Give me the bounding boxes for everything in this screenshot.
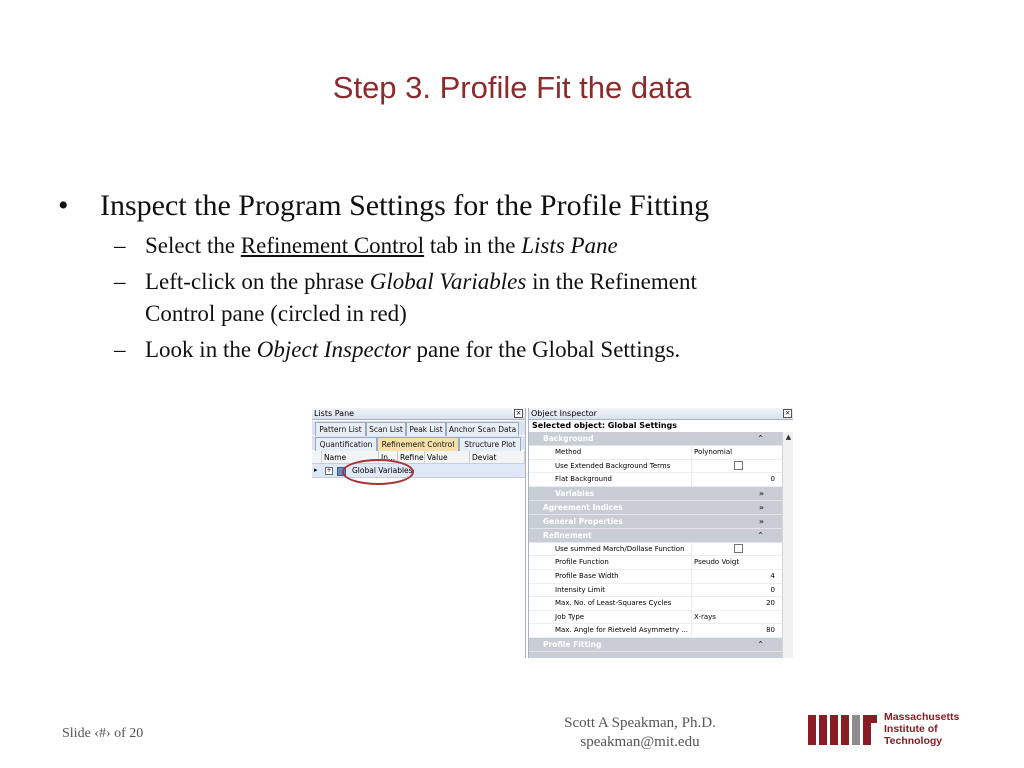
category-label: Agreement Indices — [543, 502, 623, 512]
selected-object-label: Selected object: Global Settings — [529, 420, 793, 433]
prop-value[interactable]: X-rays — [691, 611, 780, 624]
category-profile-fitting[interactable] — [529, 638, 782, 652]
slide-number: Slide ‹#› of 20 — [62, 726, 144, 741]
close-icon[interactable]: × — [784, 409, 791, 417]
tab-row-2 — [312, 436, 525, 450]
lists-pane-header — [312, 408, 525, 420]
sub1-link: Refinement Control — [240, 233, 425, 258]
sub2-ital: Global Variables — [369, 269, 527, 294]
category-label: Refinement — [543, 530, 592, 540]
sub2-pre: Left-click on the phrase — [145, 269, 370, 294]
logo-line: Institute of — [884, 723, 938, 735]
highlight-circle — [342, 459, 414, 485]
sub3-pre: Look in the — [145, 337, 257, 362]
slide-title: Step 3. Profile Fit the data — [332, 70, 692, 105]
author-block — [520, 714, 760, 752]
col-header-deviation[interactable]: Deviat — [470, 451, 525, 464]
object-inspector-title: Object Inspector — [531, 409, 597, 418]
bullet-dot: • — [58, 189, 69, 222]
prop-row[interactable] — [529, 584, 782, 598]
bullet-dash: – — [114, 269, 126, 294]
scroll-up-icon[interactable]: ▲ — [785, 433, 792, 441]
prop-value[interactable]: Pseudo Voigt — [691, 556, 780, 569]
prop-value[interactable]: 0 — [691, 584, 777, 597]
sub2-post: in the Refinement — [526, 269, 697, 294]
prop-key: Job Type — [555, 612, 585, 621]
mit-logo — [808, 710, 978, 750]
embedded-screenshot — [312, 408, 793, 658]
prop-row[interactable] — [529, 473, 782, 487]
subcategory-label: Variables — [555, 488, 595, 498]
prop-row[interactable] — [529, 597, 782, 611]
category-general-properties[interactable] — [529, 515, 782, 529]
prop-value[interactable]: 0 — [691, 473, 777, 486]
sub1-ital: Lists Pane — [521, 233, 618, 258]
sub3-ital: Object Inspector — [256, 337, 411, 362]
category-label: Background — [543, 434, 594, 443]
grid-corner — [312, 451, 322, 464]
tab-peak-list[interactable]: Peak List — [406, 422, 446, 436]
prop-key: Intensity Limit — [555, 585, 606, 594]
sub3-post: pane for the Global Settings. — [410, 337, 681, 362]
collapse-chevron-icon[interactable]: ⌃ — [757, 530, 764, 540]
tab-structure-plot[interactable]: Structure Plot — [459, 437, 521, 451]
expand-chevron-icon[interactable]: » — [758, 502, 764, 512]
tab-anchor-scan-data[interactable]: Anchor Scan Data — [446, 422, 519, 436]
prop-value[interactable]: 20 — [691, 597, 777, 610]
prop-key: Use Extended Background Terms — [555, 461, 671, 470]
prop-key: Flat Background — [555, 475, 612, 484]
prop-row[interactable] — [529, 556, 782, 570]
sub1-mid: tab in the — [424, 233, 522, 258]
tab-refinement-control[interactable]: Refinement Control — [377, 437, 459, 451]
category-agreement-indices[interactable] — [529, 501, 782, 515]
table-row[interactable] — [312, 464, 525, 478]
col-header-name[interactable]: Name — [322, 451, 379, 464]
category-label: Profile Fitting — [543, 639, 602, 649]
category-background[interactable] — [529, 432, 782, 446]
lists-pane-title: Lists Pane — [314, 409, 355, 418]
expand-icon[interactable]: + — [326, 467, 332, 474]
checkbox[interactable] — [734, 544, 743, 553]
prop-value[interactable] — [691, 460, 780, 473]
prop-row[interactable] — [529, 570, 782, 584]
global-variables-label[interactable]: Global Variables — [352, 466, 413, 475]
bullet-list — [58, 186, 958, 366]
sub-bullet-2 — [58, 266, 958, 330]
lists-pane — [312, 408, 526, 658]
prop-value[interactable]: 4 — [691, 570, 777, 583]
object-inspector-pane — [528, 408, 793, 658]
col-header-in[interactable]: In... — [379, 451, 398, 464]
tab-quantification[interactable]: Quantification — [315, 437, 377, 451]
prop-row[interactable] — [529, 624, 782, 638]
collapse-chevron-icon[interactable]: ⌃ — [757, 434, 764, 443]
collapse-chevron-icon[interactable]: ⌃ — [757, 639, 764, 649]
category-label: General Properties — [543, 516, 623, 526]
prop-row[interactable] — [529, 446, 782, 460]
prop-row[interactable] — [529, 611, 782, 625]
prop-key: Max. Angle for Rietveld Asymmetry ... — [555, 626, 689, 635]
col-header-refine[interactable]: Refine — [400, 453, 424, 462]
expand-chevron-icon[interactable]: » — [758, 488, 764, 498]
prop-key: Profile Base Width — [555, 571, 619, 580]
prop-key: Max. No. of Least-Squares Cycles — [555, 599, 672, 608]
logo-line: Technology — [884, 735, 943, 747]
author-name: Scott A Speakman, Ph.D. — [564, 715, 716, 731]
expand-chevron-icon[interactable]: » — [758, 516, 764, 526]
prop-value[interactable]: 80 — [691, 624, 777, 637]
tab-pattern-list[interactable]: Pattern List — [315, 422, 366, 436]
main-bullet — [58, 186, 958, 226]
subcategory-cutoff[interactable] — [529, 652, 782, 658]
sub2-line2: Control pane (circled in red) — [145, 301, 407, 326]
mit-wordmark — [884, 711, 959, 747]
logo-line: Massachusetts — [884, 711, 960, 723]
row-pointer-icon: ▸ — [314, 466, 318, 474]
object-inspector-header — [529, 408, 793, 420]
bullet-dash: – — [114, 233, 126, 258]
subcategory-variables[interactable] — [529, 487, 782, 501]
sub1-pre: Select the — [145, 233, 241, 258]
property-grid — [529, 432, 782, 658]
category-refinement[interactable] — [529, 529, 782, 543]
scrollbar[interactable] — [782, 432, 793, 658]
prop-key: Method — [555, 448, 582, 456]
main-bullet-text: Inspect the Program Settings for the Profile Fitting — [100, 189, 710, 222]
prop-row[interactable] — [529, 543, 782, 557]
sub-bullet-3 — [58, 334, 958, 366]
checkbox[interactable] — [734, 461, 743, 470]
prop-value[interactable] — [691, 543, 780, 556]
prop-row[interactable] — [529, 460, 782, 474]
tab-scan-list[interactable]: Scan List — [366, 422, 406, 436]
prop-key: Profile Function — [555, 558, 609, 567]
prop-value[interactable]: Polynomial — [691, 446, 780, 459]
prop-key: Use summed March/Dollase Function — [555, 544, 685, 553]
refinement-grid — [312, 451, 525, 481]
col-header-value[interactable]: Value — [425, 451, 470, 464]
bullet-dash: – — [114, 337, 126, 362]
author-email: speakman@mit.edu — [580, 734, 700, 750]
close-icon[interactable]: × — [515, 409, 522, 417]
sub-bullet-1 — [58, 230, 958, 262]
tab-row-1 — [312, 421, 525, 435]
